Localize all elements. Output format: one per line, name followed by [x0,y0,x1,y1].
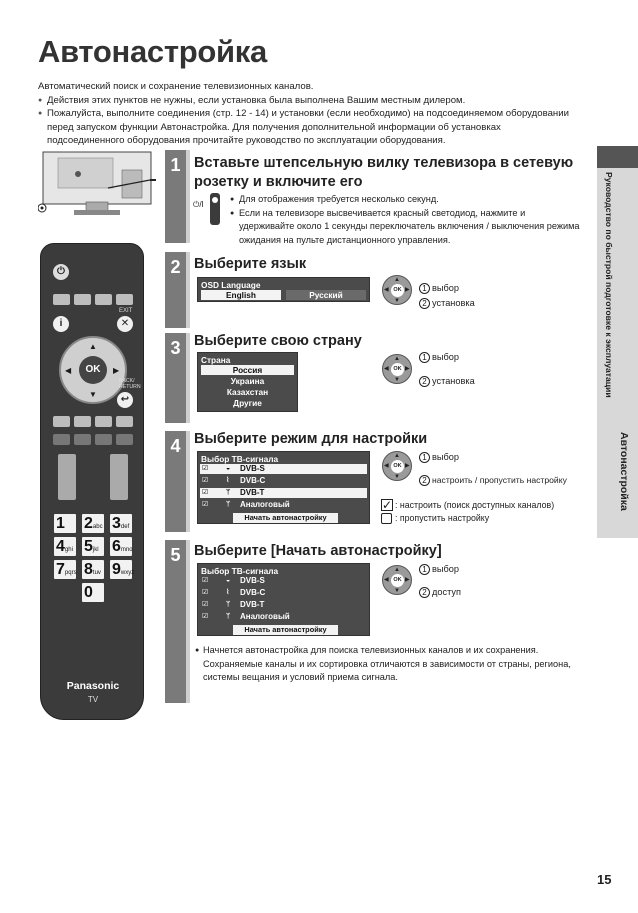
remote-color-button[interactable] [53,416,70,427]
control-label: выбор [432,564,459,574]
power-icon: ⏻/I [193,200,204,209]
remote-control [40,243,144,720]
remote-button[interactable] [95,434,112,445]
control-label: выбор [432,452,459,462]
remote-number-key[interactable]: 7pqrs [56,561,77,578]
step-number: 4 [165,431,186,532]
signal-menu [197,451,370,524]
antenna-icon: ᛘ [226,489,231,496]
remote-button[interactable] [74,294,91,305]
signal-row[interactable]: ☑ ᛘ Аналоговый [202,612,290,621]
ok-navigation-icon: OK ▲ ▼ ◀ ▶ [382,275,412,305]
step-divider [186,252,190,328]
step-title: Выберите [Начать автонастройку] [194,543,442,559]
legend-label: : пропустить настройку [395,513,490,523]
remote-button[interactable] [53,434,70,445]
step-divider [186,150,190,243]
satellite-icon: ◒ [226,465,231,472]
ok-navigation-icon: OK ▲ ▼ ◀ ▶ [382,451,412,481]
remote-number-key[interactable]: 6mno [112,538,133,555]
remote-button[interactable] [53,294,70,305]
step-title: Выберите язык [194,256,307,272]
step-number: 5 [165,540,186,703]
remote-number-key[interactable]: 3def [110,514,132,533]
remote-back-label: BACK/ RETURN [119,378,141,390]
remote-info-button[interactable]: i [53,316,69,332]
country-option[interactable]: Россия [201,365,294,375]
ok-navigation-icon: OK ▲ ▼ ◀ ▶ [382,354,412,384]
checked-box-icon: ✓ [382,498,393,512]
country-option[interactable]: Другие [233,398,262,408]
remote-button[interactable] [116,294,133,305]
antenna-icon: ᛘ [226,601,231,608]
signal-row[interactable]: ☑ ◒ DVB-S [202,576,265,585]
unchecked-box-icon [381,513,392,524]
remote-exit-button[interactable]: ✕ [117,316,133,332]
remote-color-button[interactable] [74,416,91,427]
signal-menu [197,563,370,636]
antenna-icon: ᛘ [226,613,231,620]
signal-row[interactable]: ☑ ᛘ DVB-T [202,600,265,609]
language-option[interactable]: Русский [286,290,366,300]
circled-number-2: 2 [419,587,430,598]
control-label: выбор [432,283,459,293]
menu-header: Выбор ТВ-сигнала [201,454,279,464]
intro-line: Автоматический поиск и сохранение телевизионных каналов. [38,81,314,92]
arrow-down-icon[interactable]: ▼ [89,390,97,399]
step-number: 2 [165,252,186,328]
country-menu [197,352,298,412]
control-label: выбор [432,352,459,362]
control-label: доступ [432,587,461,597]
menu-header: OSD Language [201,280,261,290]
signal-row[interactable]: ☑ ◒ DVB-S [200,464,367,474]
side-tab-section-label: Руководство по быстрой подготовке к эксплуатации [604,172,614,398]
step-title: Выберите свою страну [194,333,362,349]
country-option[interactable]: Казахстан [226,387,269,397]
satellite-icon: ◒ [226,577,231,584]
remote-number-key[interactable]: 1 [54,514,76,533]
legend-label: : настроить (поиск доступных каналов) [395,500,555,510]
remote-number-key[interactable]: 4ghi [54,537,76,556]
step-divider [186,540,190,703]
remote-number-key[interactable]: 5jkl [82,537,104,556]
start-autotune-button[interactable]: Начать автонастройку [233,625,338,635]
circled-number-1: 1 [419,564,430,575]
step-note: ● Для отображения требуется несколько секунд. ● Если на телевизоре высвечивается красный светодиод, нажмите и удерживайте около 1 секунды переключатель включения / выключения режима ожидания на пульте дистанционного управления. [230,194,580,245]
remote-volume-rocker[interactable] [58,454,76,500]
intro-bullet: ● Действия этих пунктов не нужны, если установка была выполнена Вашим местным дилером. [38,94,578,108]
remote-number-key[interactable]: 8tuv [82,560,104,579]
remote-button[interactable] [95,294,112,305]
arrow-up-icon[interactable]: ▲ [89,342,97,351]
remote-back-button[interactable]: ↩ [117,392,133,408]
intro [38,80,578,148]
step-divider [186,333,190,423]
remote-power-switch [210,193,220,225]
arrow-right-icon[interactable]: ▶ [113,366,120,375]
side-tab-marker [597,146,638,168]
language-menu [197,277,370,302]
remote-number-key[interactable]: 9wxyz [112,561,135,578]
remote-power-button[interactable]: ⏻ [53,264,69,280]
control-label: установка [432,298,475,308]
remote-exit-label: EXIT [119,308,133,314]
remote-number-key[interactable]: 2abc [84,515,103,532]
cable-icon: ⌇ [226,589,230,596]
remote-channel-rocker[interactable] [110,454,128,500]
circled-number-2: 2 [419,475,430,486]
step-note: ● Начнется автонастройка для поиска телевизионных каналов и их сохранения. Сохраняемые каналы и их сортировка отличаются в зависимости от страны, региона, системы вещания и условий приема сигнала. [195,645,571,682]
country-option[interactable]: Украина [230,376,265,386]
signal-row[interactable]: ☑ ⌇ DVB-C [202,588,266,597]
remote-button[interactable] [116,434,133,445]
language-option[interactable]: English [201,290,281,300]
signal-row[interactable]: ☑ ⌇ DVB-C [202,476,266,485]
step-number: 3 [165,333,186,423]
remote-brand-logo: Panasonic [66,680,120,692]
start-autotune-button[interactable]: Начать автонастройку [233,513,338,523]
control-label: настроить / пропустить настройку [432,475,567,485]
circled-number-1: 1 [419,283,430,294]
menu-header: Выбор ТВ-сигнала [201,566,279,576]
remote-color-button[interactable] [95,416,112,427]
remote-color-button[interactable] [116,416,133,427]
remote-number-key[interactable]: 0 [82,583,104,602]
menu-header: Страна [201,355,231,365]
remote-tv-label: TV [87,695,99,704]
signal-row[interactable]: ☑ ᛘ DVB-T [200,488,367,498]
circled-number-1: 1 [419,352,430,363]
arrow-left-icon[interactable]: ◀ [65,366,72,375]
tv-rear-illustration [38,150,156,218]
signal-row[interactable]: ☑ ᛘ Аналоговый [202,500,290,509]
step-divider [186,431,190,532]
control-label: установка [432,376,475,386]
page-title: Автонастройка [38,34,267,69]
step-number: 1 [165,150,186,243]
remote-nav-ring [59,336,127,404]
remote-button[interactable] [74,434,91,445]
ok-navigation-icon: OK ▲ ▼ ◀ ▶ [382,565,412,595]
circled-number-2: 2 [419,298,430,309]
circled-number-1: 1 [419,452,430,463]
antenna-icon: ᛘ [226,501,231,508]
remote-ok-button[interactable]: OK [79,356,107,384]
step-title: Вставьте штепсельную вилку телевизора в сетевую розетку и включите его [194,155,574,190]
cable-icon: ⌇ [226,477,230,484]
page-number: 15 [597,872,612,887]
intro-bullet: ● Пожалуйста, выполните соединения (стр. 12 - 14) и установки (если необходимо) на подсоединяемом оборудовании перед запуском функции Автонастройка. Для получения дополнительной информации об установках подсоединенного оборудования прочитайте руководство по эксплуатации оборудования. [38,107,578,148]
step-title: Выберите режим для настройки [194,431,428,447]
side-tab-chapter-label: Автонастройка [618,432,630,511]
circled-number-2: 2 [419,376,430,387]
